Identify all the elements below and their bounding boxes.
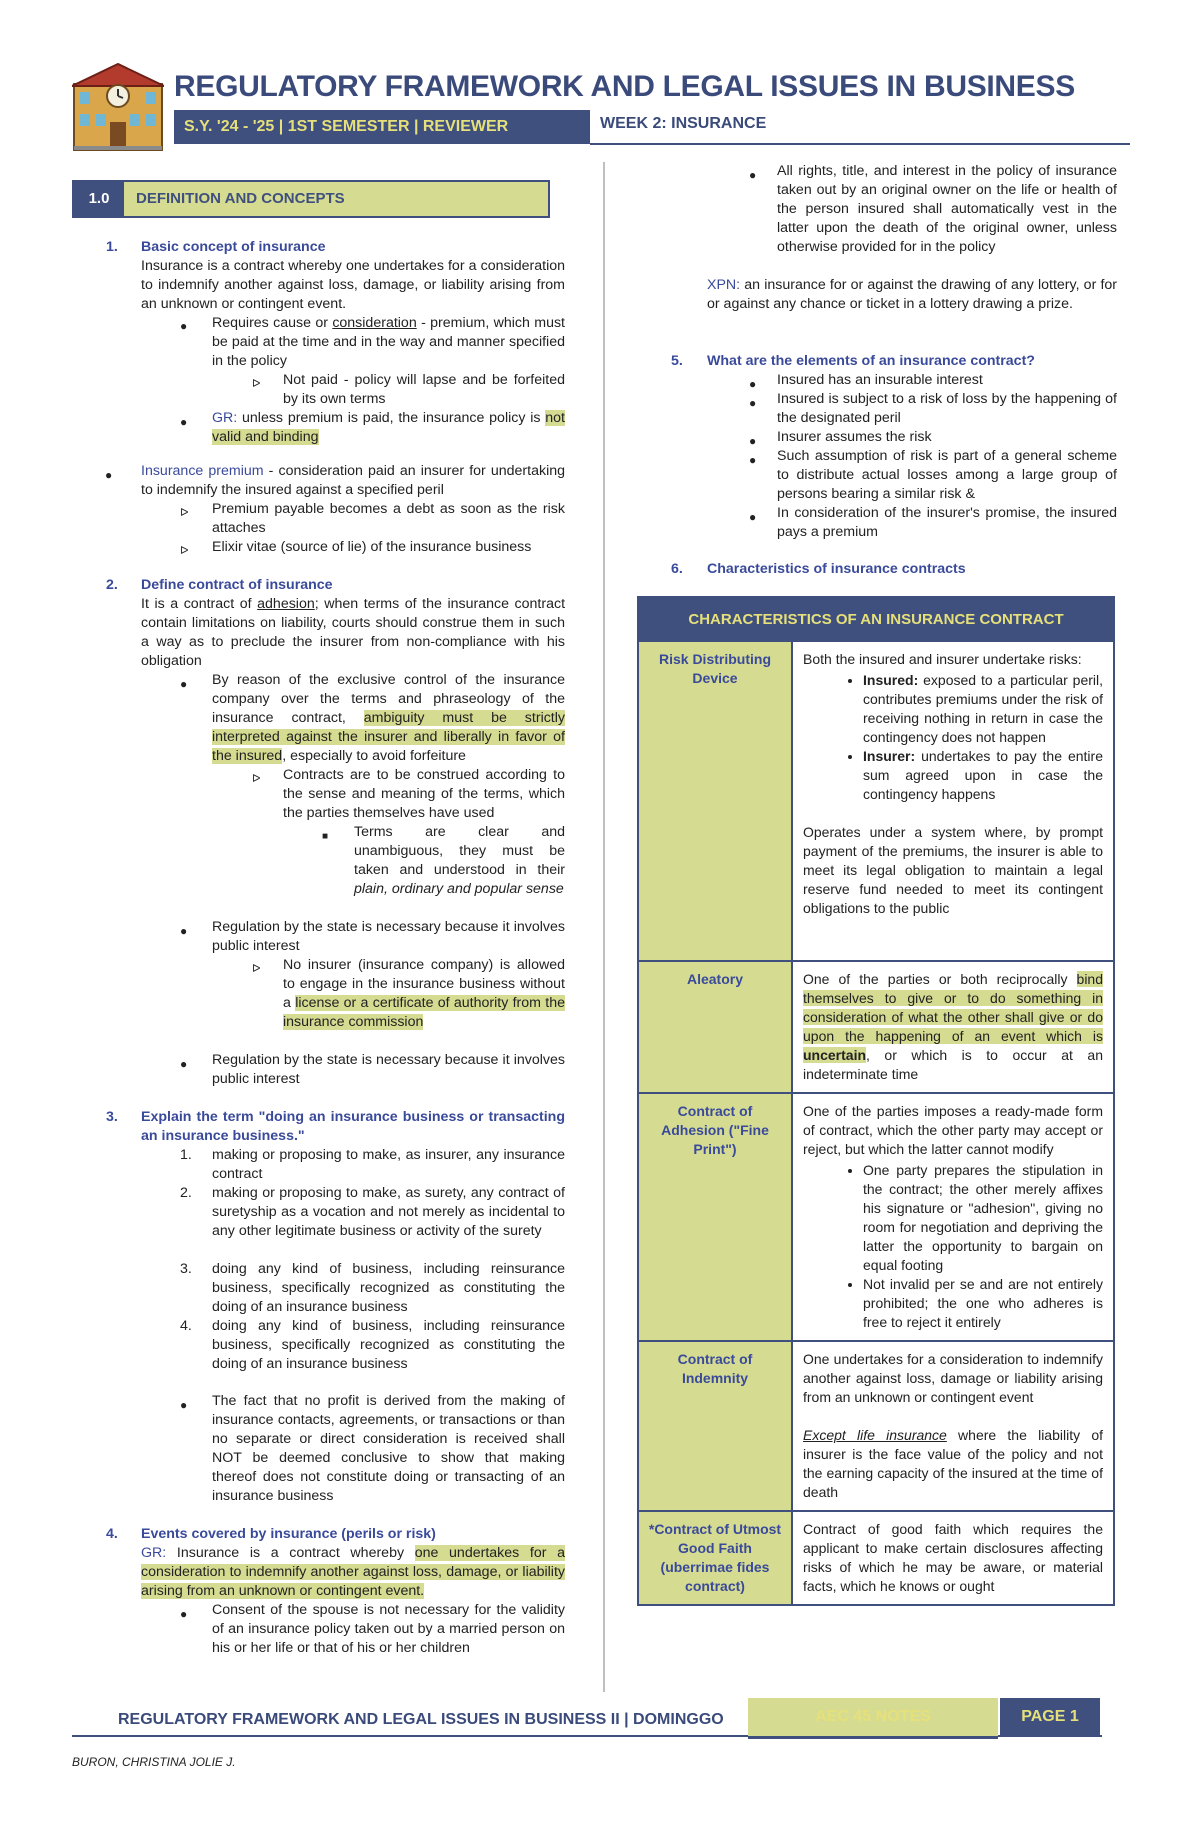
- sub-bullet-icon: ᐅ: [252, 773, 261, 785]
- q5-item: In consideration of the insurer's promise, the insured pays a premium: [777, 505, 1117, 540]
- semester-bar: S.Y. '24 - '25 | 1ST SEMESTER | REVIEWER: [174, 110, 590, 144]
- bullet-icon: ●: [105, 468, 113, 482]
- q5-title: What are the elements of an insurance contract?: [707, 353, 1035, 369]
- q3-note: The fact that no profit is derived from the making of insurance contacts, agreements, or transactions or than no separate or direct consideration is received shall NOT be deemed conclusive to show that making thereof does not constitute doing or transacting of an insurance business: [212, 1393, 565, 1504]
- characteristics-table: [637, 596, 1115, 1606]
- q3-item-number: 1.: [180, 1147, 192, 1163]
- section-header: [72, 180, 550, 218]
- table-header: CHARACTERISTICS OF AN INSURANCE CONTRACT: [638, 597, 1114, 641]
- row-value: [792, 1093, 1114, 1341]
- sub-bullet-icon: ᐅ: [252, 378, 261, 390]
- q2-bullet-2-sub: No insurer (insurance company) is allowed to engage in the insurance business without a license or a certificate of authority from the insurance commission: [283, 957, 565, 1030]
- q3-item: making or proposing to make, as insurer, any insurance contract: [212, 1147, 565, 1182]
- q1-bullet-2: GR: unless premium is paid, the insurance policy is not valid and binding: [212, 410, 565, 445]
- bullet-icon: ●: [749, 453, 757, 467]
- row-value: [792, 641, 1114, 961]
- footer-title: REGULATORY FRAMEWORK AND LEGAL ISSUES IN BUSINESS II | DOMINGGO: [118, 1711, 724, 1728]
- q5-item: Insurer assumes the risk: [777, 429, 932, 445]
- q5-item: Insured has an insurable interest: [777, 372, 983, 388]
- table-row: [638, 1341, 1114, 1511]
- footer-page-number: PAGE 1: [1000, 1698, 1100, 1736]
- q2-bullet-2: Regulation by the state is necessary because it involves public interest: [212, 919, 565, 954]
- q4-number: 4.: [106, 1526, 118, 1542]
- q6-number: 6.: [671, 561, 683, 577]
- table-row: [638, 641, 1114, 961]
- q3-title: Explain the term "doing an insurance business or transacting an insurance business.": [141, 1109, 565, 1144]
- bullet-icon: ●: [180, 319, 188, 333]
- row-intro: One of the parties imposes a ready-made form of contract, which the other party may accept or reject, but which the latter cannot modify: [803, 1103, 1103, 1157]
- q3-item: doing any kind of business, including reinsurance business, specifically recognized as constituting the doing of an insurance business: [212, 1318, 565, 1372]
- q5-item: Insured is subject to a risk of loss by the happening of the designated peril: [777, 391, 1117, 426]
- bullet-icon: ●: [749, 510, 757, 524]
- q1-number: 1.: [106, 239, 118, 255]
- row-bullet: • Insured: exposed to a particular peril, contributes premiums under the risk of receiving nothing in return in case the contingency does not happen: [863, 671, 1103, 747]
- q3-item-number: 2.: [180, 1185, 192, 1201]
- bullet-icon: ●: [749, 377, 757, 391]
- row-value: One of the parties or both reciprocally bind themselves to give or to do something in consideration of what the other shall give or do upon the happening of an event which is uncertain, or which is to occur at an indeterminate time: [792, 961, 1114, 1093]
- xpn-note: XPN: an insurance for or against the drawing of any lottery, or for or against any chance or ticket in a lottery drawing a prize.: [707, 277, 1117, 312]
- bullet-icon: ●: [180, 1057, 188, 1071]
- q1-sub-bullet: Not paid - policy will lapse and be forfeited by its own terms: [283, 372, 565, 407]
- column-divider: [603, 162, 605, 1692]
- q1-title: Basic concept of insurance: [141, 239, 326, 255]
- premium-sub-1: Premium payable becomes a debt as soon as the risk attaches: [212, 501, 565, 536]
- bullet-icon: ●: [180, 1607, 188, 1621]
- bullet-icon: ●: [749, 168, 757, 182]
- premium-definition: Insurance premium - consideration paid an insurer for undertaking to indemnify the insured against a specified peril: [141, 463, 565, 498]
- author-name: BURON, CHRISTINA JOLIE J.: [72, 1755, 236, 1769]
- left-column: [72, 238, 572, 1678]
- footer-aec-badge: AEC 45 NOTES: [748, 1698, 998, 1739]
- row-bullet: • One party prepares the stipulation in the contract; the other merely affixes his signature or "adhesion", giving no room for negotiation and depriving the latter the opportunity to bargain on equal footing: [863, 1161, 1103, 1275]
- q2-definition: It is a contract of adhesion; when terms of the insurance contract contain limitations on liability, courts should construe them in such a way as to preclude the insurer from non-compliance with his obligation: [141, 596, 566, 669]
- q4-gr: GR: Insurance is a contract whereby one undertakes for a consideration to indemnify another against loss, damage, or liability arising from an unknown or contingent event.: [141, 1545, 566, 1599]
- row-intro: Both the insured and insurer undertake risks:: [803, 651, 1082, 667]
- bullet-icon: ●: [180, 924, 188, 938]
- school-building-logo: [72, 62, 164, 152]
- row-label: Aleatory: [638, 961, 792, 1093]
- row-value: [792, 1341, 1114, 1511]
- q3-number: 3.: [106, 1109, 118, 1125]
- row-label: Risk Distributing Device: [638, 641, 792, 961]
- q2-sub-sub-bullet: Terms are clear and unambiguous, they must be taken and understood in their plain, ordinary and popular sense: [354, 824, 565, 897]
- section-label: DEFINITION AND CONCEPTS: [136, 190, 345, 207]
- sub-bullet-icon: ᐅ: [180, 545, 189, 557]
- q3-item-number: 4.: [180, 1318, 192, 1334]
- q3-item-number: 3.: [180, 1261, 192, 1277]
- bullet-icon: ●: [180, 1398, 188, 1412]
- bullet-icon: ●: [749, 434, 757, 448]
- q4-title: Events covered by insurance (perils or risk): [141, 1526, 436, 1542]
- q2-number: 2.: [106, 577, 118, 593]
- row-intro: One undertakes for a consideration to indemnify another against loss, damage or liability arising from an unknown or contingent event: [803, 1351, 1103, 1405]
- q2-title: Define contract of insurance: [141, 577, 333, 593]
- bullet-icon: ●: [749, 396, 757, 410]
- page-title: REGULATORY FRAMEWORK AND LEGAL ISSUES IN BUSINESS: [174, 70, 1075, 103]
- week-label: WEEK 2: INSURANCE: [600, 115, 767, 132]
- premium-sub-2: Elixir vitae (source of lie) of the insurance business: [212, 539, 532, 555]
- q3-item: doing any kind of business, including reinsurance business, specifically recognized as constituting the doing of an insurance business: [212, 1261, 565, 1315]
- row-outro: Operates under a system where, by prompt payment of the premiums, the insurer is able to meet its legal obligation to maintain a legal reserve fund needed to meet its contingent obligations to the public: [803, 824, 1103, 916]
- section-number: 1.0: [74, 182, 124, 216]
- q1-definition: Insurance is a contract whereby one undertakes for a consideration to indemnify another against loss, damage, or liability arising from an unknown or contingent event.: [141, 258, 565, 312]
- table-row: [638, 961, 1114, 1093]
- bullet-icon: ●: [180, 415, 188, 429]
- bullet-icon: ●: [180, 677, 188, 691]
- q1-bullet-1: Requires cause or consideration - premium, which must be paid at the time and in the way and manner specified in the policy: [212, 315, 565, 369]
- q6-title: Characteristics of insurance contracts: [707, 561, 966, 577]
- row-value: Contract of good faith which requires the applicant to make certain disclosures affecting risks of which he may be aware, or material facts, which he knows or ought: [792, 1511, 1114, 1605]
- square-bullet-icon: ■: [322, 831, 329, 842]
- q4-bullet: Consent of the spouse is not necessary for the validity of an insurance policy taken out by a married person on his or her life or that of his or her children: [212, 1602, 565, 1656]
- rights-bullet: All rights, title, and interest in the policy of insurance taken out by an original owner on the life or health of the person insured shall automatically vest in the latter upon the death of the original owner, unless otherwise provided for in the policy: [777, 163, 1117, 255]
- row-bullet: • Not invalid per se and are not entirely prohibited; the one who adheres is free to reject it entirely: [863, 1275, 1103, 1332]
- q2-sub-bullet: Contracts are to be construed according to the sense and meaning of the terms, which the parties themselves have used: [283, 767, 565, 821]
- row-outro: Except life insurance where the liability of insurer is the face value of the policy and not the earning capacity of the insured at the time of death: [803, 1427, 1103, 1500]
- table-row: [638, 1093, 1114, 1341]
- row-label: Contract of Adhesion ("Fine Print"): [638, 1093, 792, 1341]
- q5-number: 5.: [671, 353, 683, 369]
- header-rule: [590, 143, 1130, 145]
- row-label: *Contract of Utmost Good Faith (uberrimae fides contract): [638, 1511, 792, 1605]
- right-column: [628, 162, 1128, 592]
- q5-item: Such assumption of risk is part of a general scheme to distribute actual losses among a large group of persons bearing a similar risk &: [777, 448, 1117, 502]
- q3-item: making or proposing to make, as surety, any contract of suretyship as a vocation and not merely as incidental to any other legitimate business or activity of the surety: [212, 1185, 565, 1239]
- q2-bullet-1: By reason of the exclusive control of the insurance company over the terms and phraseology of the insurance contract, ambiguity must be strictly interpreted against the insurer and liberally in favor of the insured, especially to avoid forfeiture: [212, 672, 565, 764]
- q2-bullet-3: Regulation by the state is necessary because it involves public interest: [212, 1052, 565, 1087]
- row-label: Contract of Indemnity: [638, 1341, 792, 1511]
- table-row: [638, 1511, 1114, 1605]
- sub-bullet-icon: ᐅ: [252, 963, 261, 975]
- row-bullet: • Insurer: undertakes to pay the entire sum agreed upon in case the contingency happens: [863, 747, 1103, 804]
- sub-bullet-icon: ᐅ: [180, 507, 189, 519]
